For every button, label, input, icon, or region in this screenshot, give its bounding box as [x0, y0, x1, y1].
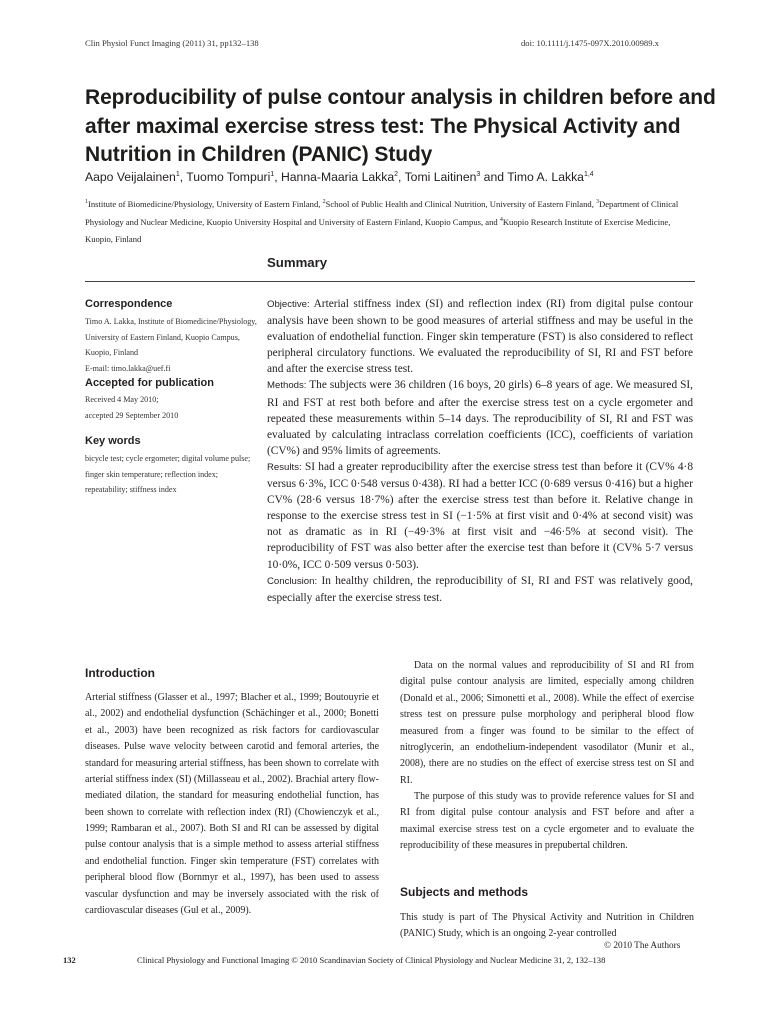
introduction-heading: Introduction	[85, 666, 155, 680]
affiliation-superscript: 3	[596, 199, 599, 205]
author-superscript: 1	[270, 170, 275, 178]
summary-heading: Summary	[267, 255, 328, 270]
objective-label: Objective:	[267, 299, 310, 310]
data-paragraph: Data on the normal values and reproducibility of SI and RI from digital pulse contour analysis are limited, especially among children (Donald et al., 2006; Simonetti et al., 2008). While the effect of exercise stress test on pressure pulse morphology and peripheral blood flow measured from a finger was found to be similar to the effect of nitroglycerin, an endothelium-independent vasodilator (Munir et al., 2008), there are no studies on the effect of exercise stress test on SI and RI.	[400, 660, 694, 786]
author-superscript: 1	[175, 170, 180, 178]
author-name: Hanna-Maaria Lakka	[280, 170, 395, 184]
keywords-heading: Key words	[85, 435, 141, 447]
right-column-text	[400, 658, 694, 855]
methods-label: Methods:	[267, 380, 307, 392]
correspondence-address: Timo A. Lakka, Institute of Biomedicine/Physiology, University of Eastern Finland, Kuopio Campus, Kuopio, Finland	[85, 317, 257, 358]
author-list: Aapo Veijalainen$^1$, Tuomo Tompuri$^1$, Hanna-Maaria Lakka$^2$, Tomi Laitinen$^3$ and Timo A. Lakka$^{1,4}$	[85, 170, 594, 184]
author-name: Tomi Laitinen	[404, 170, 477, 184]
copyright: © 2010 The Authors	[604, 941, 681, 951]
correspondence-heading: Correspondence	[85, 298, 173, 310]
intro-paragraph: Arterial stiffness (Glasser et al., 1997; Blacher et al., 1999; Boutouyrie et al., 2002) and endothelial dysfunction (Schächinger et al., 2000; Bonetti et al., 2003) have been recognized as risk factors for cardiovascular diseases. Pulse wave velocity between carotid and femoral arteries, the standard for measuring arterial stiffness, has been shown to correlate with arterial stiffness index (SI) (Millasseau et al., 2002). Brachial artery flow-mediated dilation, the standard for measuring endothelial function, has been shown to correlate with reflection index (RI) (Chowienczyk et al., 1999; Rambaran et al., 2007). Both SI and RI can be assessed by digital pulse contour analysis that is a simple method to assess arterial stiffness and endothelial function. Finger skin temperature (FST) correlates with peripheral blood flow (Bornmyr et al., 1997), has been used to assess vascular dysfunction and may be inversely associated with the risk of cardiovascular diseases (Gul et al., 2009).	[85, 692, 379, 916]
correspondence-email[interactable]: E-mail: timo.lakka@uef.fi	[85, 363, 171, 373]
affiliation-text: Kuopio Research Institute of Exercise Medicine, Kuopio, Finland	[85, 217, 671, 244]
methods-text-body	[400, 910, 694, 943]
author-name: Timo A. Lakka	[507, 170, 584, 184]
results-label: Results:	[267, 461, 302, 473]
publication-dates	[85, 392, 257, 423]
accepted-heading: Accepted for publication	[85, 377, 214, 389]
methods-text: The subjects were 36 children (16 boys, 20 girls) 6–8 years of age. We measured SI, RI and FST at rest both before and after the exercise stress test on a cycle ergometer and repeated these measurements within 5–14 days. The reproducibility of SI, RI and FST was evaluated by calculating intraclass correlation coefficients (ICC), coefficients of variation (CV%) and 95% limits of agreements.	[267, 379, 693, 457]
keywords-text: bicycle test; cycle ergometer; digital volume pulse; finger skin temperature; reflection index; repeatability; stiffness index	[85, 454, 251, 495]
affiliation-text: Institute of Biomedicine/Physiology, University of Eastern Finland,	[88, 198, 323, 209]
received-date: Received 4 May 2010;	[85, 395, 159, 404]
author-name: Tuomo Tompuri	[186, 170, 271, 184]
methods-paragraph: This study is part of The Physical Activity and Nutrition in Children (PANIC) Study, which is an ongoing 2-year controlled	[400, 912, 694, 940]
doi[interactable]: doi: 10.1111/j.1475-097X.2010.00989.x	[521, 38, 659, 48]
journal-footer: Clinical Physiology and Functional Imaging © 2010 Scandinavian Society of Clinical Physiology and Nuclear Medicine 31, 2, 132–138	[137, 955, 606, 965]
conclusion-label: Conclusion:	[267, 575, 318, 587]
abstract	[267, 296, 693, 606]
journal-reference: Clin Physiol Funct Imaging (2011) 31, pp132–138	[85, 38, 259, 48]
author-superscript: 2	[394, 170, 399, 178]
results-text: SI had a greater reproducibility after the exercise stress test than before it (CV% 4·8 versus 6·3%, ICC 0·548 versus 0·438). RI had a better ICC (0·689 versus 0·416) but a higher CV% (28·6 versus 18·7%) after the exercise stress test than before it. Relative change in response to the exercise stress test in SI (−1·5% at first visit and 0·4% at second visit) was not as dramatic as in RI (−49·3% at first visit and −46·5% at second visit). The reproducibility of FST was also better after the exercise test than before it (CV% 5·7 versus 10·0%, ICC 0·509 versus 0·503).	[267, 460, 693, 571]
objective-text: Arterial stiffness index (SI) and reflection index (RI) from digital pulse contour analysis have been shown to be good measures of arterial stiffness and may be useful in the evaluation of endothelial function. Finger skin temperature (FST) is also considered to reflect peripheral circulatory functions. We evaluated the reproducibility of SI, RI and FST before and after the exercise stress test.	[267, 298, 693, 376]
affiliation-superscript: 4	[499, 217, 503, 224]
page-number: 132	[63, 955, 76, 965]
divider	[85, 281, 695, 282]
affiliations	[85, 194, 697, 247]
affiliation-superscript: 1	[85, 199, 88, 205]
affiliation-text: Department of Clinical Physiology and Nuclear Medicine, Kuopio University Hospital and University of Eastern Finland, Kuopio Campus, and	[85, 198, 679, 228]
conclusion-text: In healthy children, the reproducibility of SI, RI and FST was relatively good, especially after the exercise stress test.	[267, 574, 693, 604]
subjects-methods-heading: Subjects and methods	[400, 885, 529, 899]
author-name: Aapo Veijalainen	[85, 170, 176, 184]
accepted-date: accepted 29 September 2010	[85, 410, 179, 420]
author-superscript: 3	[476, 170, 481, 178]
purpose-paragraph: The purpose of this study was to provide reference values for SI and RI from digital pulse contour analysis and FST before and after a maximal exercise stress test on a cycle ergometer and to evaluate the reproducibility of these measures in prepubertal children.	[400, 791, 694, 852]
correspondence-text	[85, 314, 257, 376]
affiliation-text: School of Public Health and Clinical Nutrition, University of Eastern Finland,	[325, 198, 596, 209]
article-title: Reproducibility of pulse contour analysis in children before and after maximal exercise stress test: The Physical Activity and Nutrition in Children (PANIC) Study	[85, 86, 716, 166]
introduction-text	[85, 690, 379, 919]
affiliation-superscript: 2	[322, 199, 326, 205]
author-superscript: 1,4	[583, 170, 594, 178]
